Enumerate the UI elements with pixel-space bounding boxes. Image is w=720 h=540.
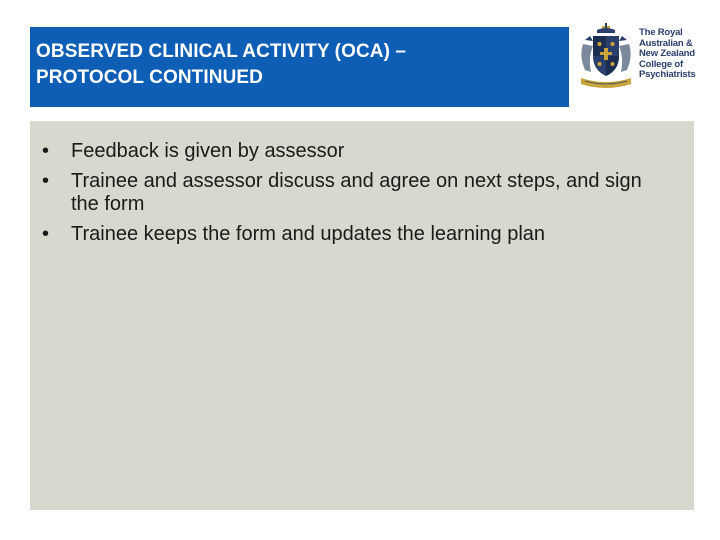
logo-line-5: Psychiatrists [639,69,696,80]
bullet-item [42,223,674,247]
bullet-text: Trainee and assessor discuss and agree on next steps, and sign the form [71,169,642,215]
bullet-icon: • [42,222,50,245]
bullet-icon: • [42,169,50,192]
slide-title-bar [30,27,569,107]
bullet-text: Trainee keeps the form and updates the learning plan [71,222,546,245]
slide-title-line-2: PROTOCOL CONTINUED [36,67,263,88]
slide-title-line-1: OBSERVED CLINICAL ACTIVITY (OCA) – [36,41,407,62]
coat-of-arms-icon [575,22,637,92]
bullet-text: Feedback is given by assessor [71,140,345,162]
logo-line-1: The Royal [639,27,683,38]
slide-content-panel [30,121,694,510]
college-logo [575,22,713,92]
logo-line-3: New Zealand [639,48,695,59]
bullet-item [42,140,674,164]
bullet-icon: • [42,140,50,162]
bullet-item [42,170,674,217]
logo-line-4: College of [639,58,683,70]
logo-line-2: Australian & [639,37,693,49]
bullet-list [42,140,674,252]
slide-title [36,39,561,91]
college-logo-text [639,28,696,81]
